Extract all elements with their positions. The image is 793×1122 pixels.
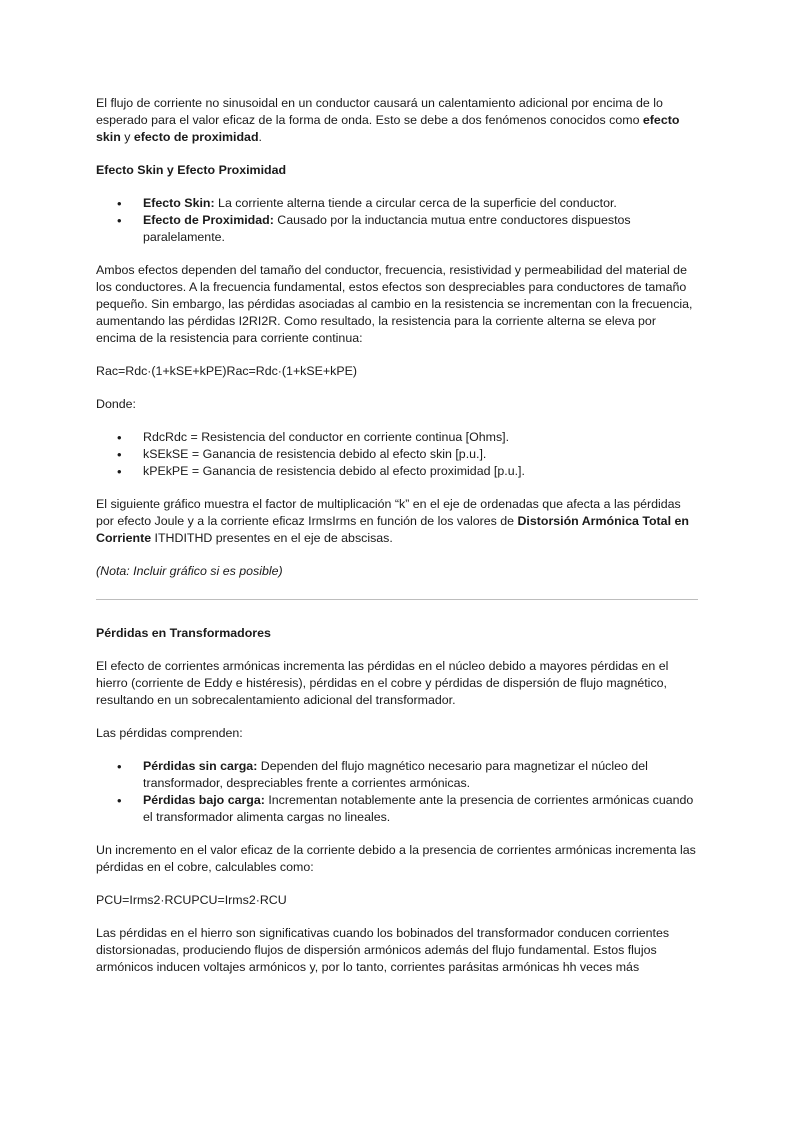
list-item: [143, 758, 698, 792]
list-term: Efecto Skin:: [143, 196, 215, 210]
body-paragraph: Un incremento en el valor eficaz de la corriente debido a la presencia de corrientes armónicas incrementa las pérdidas en el cobre, calculables como:: [96, 843, 696, 874]
intro-text: .: [258, 130, 262, 144]
body-text: ITHDITHD presentes en el eje de abscisas.: [151, 531, 393, 545]
body-text: El siguiente gráfico muestra el factor de multiplicación “k” en el eje de ordenadas que afecta a las pérdidas por efecto Joule y a la corriente eficaz IrmsIrms en función de los valores de: [96, 497, 681, 528]
list-desc: Incrementan notablemente ante la presencia de corrientes armónicas cuando el transformador alimenta cargas no lineales.: [143, 793, 694, 824]
section-heading-transformers: Pérdidas en Transformadores: [96, 626, 271, 640]
losses-list: [96, 758, 698, 826]
body-paragraph: [96, 496, 698, 547]
effects-list: [96, 195, 698, 246]
body-paragraph: Ambos efectos dependen del tamaño del conductor, frecuencia, resistividad y permeabilidad del material de los conductores. A la frecuencia fundamental, estos efectos son despreciables para conductores de tamaño pequeño. Sin embargo, las pérdidas asociadas al cambio en la resistencia se incrementan con la frecuencia, aumentando las pérdidas I2RI2R. Como resultado, la resistencia para la corriente alterna se eleva por encima de la resistencia para corriente continua:: [96, 263, 693, 345]
section-divider: [96, 599, 698, 600]
donde-label: Donde:: [96, 397, 136, 411]
intro-term-skin: efecto skin: [96, 113, 680, 144]
intro-paragraph: [96, 95, 698, 146]
list-term: Pérdidas sin carga:: [143, 759, 258, 773]
list-desc: Dependen del flujo magnético necesario para magnetizar el núcleo del transformador, despreciables frente a corrientes armónicas.: [143, 759, 648, 790]
formula-rac: Rac=Rdc·(1+kSE+kPE)Rac=Rdc·(1+kSE+kPE): [96, 364, 357, 378]
list-term: Efecto de Proximidad:: [143, 213, 274, 227]
document-page: [96, 95, 698, 992]
list-desc: Causado por la inductancia mutua entre conductores dispuestos paralelamente.: [143, 213, 631, 244]
list-item: • RdcRdc = Resistencia del conductor en corriente continua [Ohms].: [143, 429, 698, 446]
body-paragraph: Las pérdidas comprenden:: [96, 726, 243, 740]
note-text: (Nota: Incluir gráfico si es posible): [96, 564, 283, 578]
body-paragraph: El efecto de corrientes armónicas incrementa las pérdidas en el núcleo debido a mayores pérdidas en el hierro (corriente de Eddy e histéresis), pérdidas en el cobre y pérdidas de dispersión de flujo magnético, resultando en un sobrecalentamiento adicional del transformador.: [96, 659, 669, 707]
intro-term-proximity: efecto de proximidad: [133, 130, 259, 144]
intro-text: y: [120, 130, 134, 144]
list-item: [143, 792, 698, 826]
body-paragraph: Las pérdidas en el hierro son significativas cuando los bobinados del transformador conducen corrientes distorsionadas, produciendo flujos de dispersión armónicos además del flujo fundamental. Estos flujos armónicos inducen voltajes armónicos y, por lo tanto, corrientes parásitas armónicas hh veces más: [96, 926, 670, 974]
list-item: • kSEkSE = Ganancia de resistencia debido al efecto skin [p.u.].: [143, 446, 698, 463]
list-item: • kPEkPE = Ganancia de resistencia debido al efecto proximidad [p.u.].: [143, 463, 698, 480]
list-item: [143, 195, 698, 212]
section-heading-skin: Efecto Skin y Efecto Proximidad: [96, 163, 287, 177]
intro-text: El flujo de corriente no sinusoidal en un conductor causará un calentamiento adicional por encima de lo esperado para el valor eficaz de la forma de onda. Esto se debe a dos fenómenos conocidos como: [96, 96, 663, 127]
list-item: [143, 212, 698, 246]
list-desc: La corriente alterna tiende a circular cerca de la superficie del conductor.: [214, 196, 617, 210]
list-term: Pérdidas bajo carga:: [143, 793, 265, 807]
definitions-list: [96, 429, 698, 480]
body-bold-term: Distorsión Armónica Total en Corriente: [96, 514, 689, 545]
formula-pcu: PCU=Irms2·RCUPCU=Irms2·RCU: [96, 893, 287, 907]
